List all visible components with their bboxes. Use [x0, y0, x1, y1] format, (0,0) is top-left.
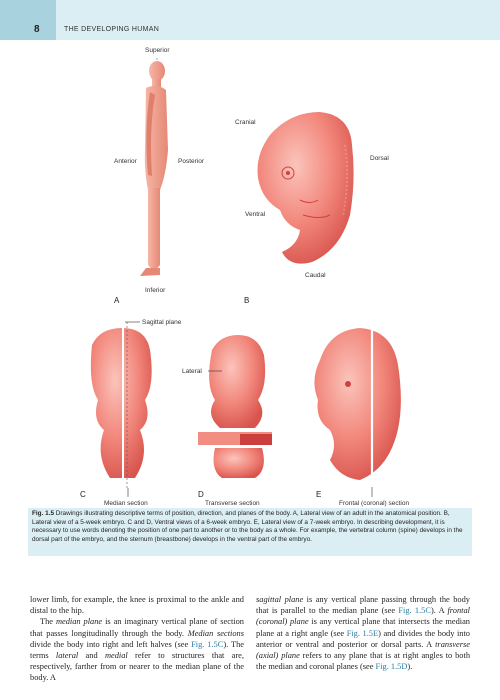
- label-median-section: Median section: [104, 500, 148, 507]
- label-inferior: Inferior: [145, 287, 166, 294]
- running-head: THE DEVELOPING HUMAN: [64, 26, 160, 33]
- panel-letter-d: D: [198, 490, 204, 499]
- label-ventral: Ventral: [245, 211, 266, 218]
- label-posterior: Posterior: [178, 158, 205, 165]
- label-cranial: Cranial: [235, 119, 256, 126]
- panel-letter-a: A: [114, 296, 120, 305]
- fig-ref-link[interactable]: Fig. 1.5E: [346, 628, 379, 638]
- left-paragraph-2: The median plane is an imaginary vertical plane of section that passes longitudinally through the body. Median sections divide the body into right and left halves (see Fig. 1.5C). The terms lateral and medial refer to structures that are, respectively, farther from or nearer to the median plane of the body. A: [30, 617, 244, 683]
- body-column-left: [30, 594, 244, 684]
- embryo-5week: [258, 112, 354, 264]
- panel-letter-e: E: [316, 490, 322, 499]
- caption-label: Fig. 1.5: [32, 510, 55, 517]
- label-transverse-section: Transverse section: [205, 500, 260, 507]
- fig-ref-link[interactable]: Fig. 1.5C: [398, 606, 431, 616]
- caption-text: Drawings illustrating descriptive terms of position, direction, and planes of the body. A, Lateral view of an adult in the anatomical position. B, Lateral view of a 5-week embryo. C and D, Ventral views of a 6-week embryo. E, Lateral view of a 7-week embryo. In describing development, it is necessary to use words denoting the position of one part to another or to the body as a whole. For example, the vertebral column (spine) develops in the dorsal part of the embryo, and the sternum (breastbone) develops in the ventral part of the embryo.: [32, 510, 463, 543]
- label-frontal-section: Frontal (coronal) section: [339, 500, 410, 507]
- fig-ref-link[interactable]: Fig. 1.5D: [375, 662, 408, 672]
- left-paragraph-1: lower limb, for example, the knee is proximal to the ankle and distal to the hip.: [30, 595, 244, 616]
- label-dorsal: Dorsal: [370, 155, 389, 162]
- embryo-transverse-section: [198, 335, 272, 478]
- label-lateral: Lateral: [182, 368, 202, 375]
- label-superior: Superior: [145, 47, 170, 54]
- embryo-frontal-section: [314, 328, 400, 485]
- fig-ref-link[interactable]: Fig. 1.5C: [191, 639, 224, 649]
- label-sagittal-plane: Sagittal plane: [142, 319, 182, 326]
- embryo-median-section: [91, 322, 152, 490]
- adult-figure: [140, 61, 168, 276]
- figure-caption: [32, 510, 468, 544]
- body-column-right: [256, 594, 470, 672]
- right-paragraph: sagittal plane is any vertical plane passing through the body that is parallel to the median plane (see Fig. 1.5C). A frontal (coronal) plane is any vertical plane that intersects the median plane at a right angle (see Fig. 1.5E) and divides the body into anterior or ventral and posterior or dorsal parts. A transverse (axial) plane refers to any plane that is at right angles to both the median and coronal planes (see Fig. 1.5D).: [256, 595, 471, 672]
- label-anterior: Anterior: [114, 158, 137, 165]
- panel-letter-b: B: [244, 296, 250, 305]
- label-caudal: Caudal: [305, 272, 326, 279]
- page-number: 8: [34, 24, 40, 35]
- panel-letter-c: C: [80, 490, 86, 499]
